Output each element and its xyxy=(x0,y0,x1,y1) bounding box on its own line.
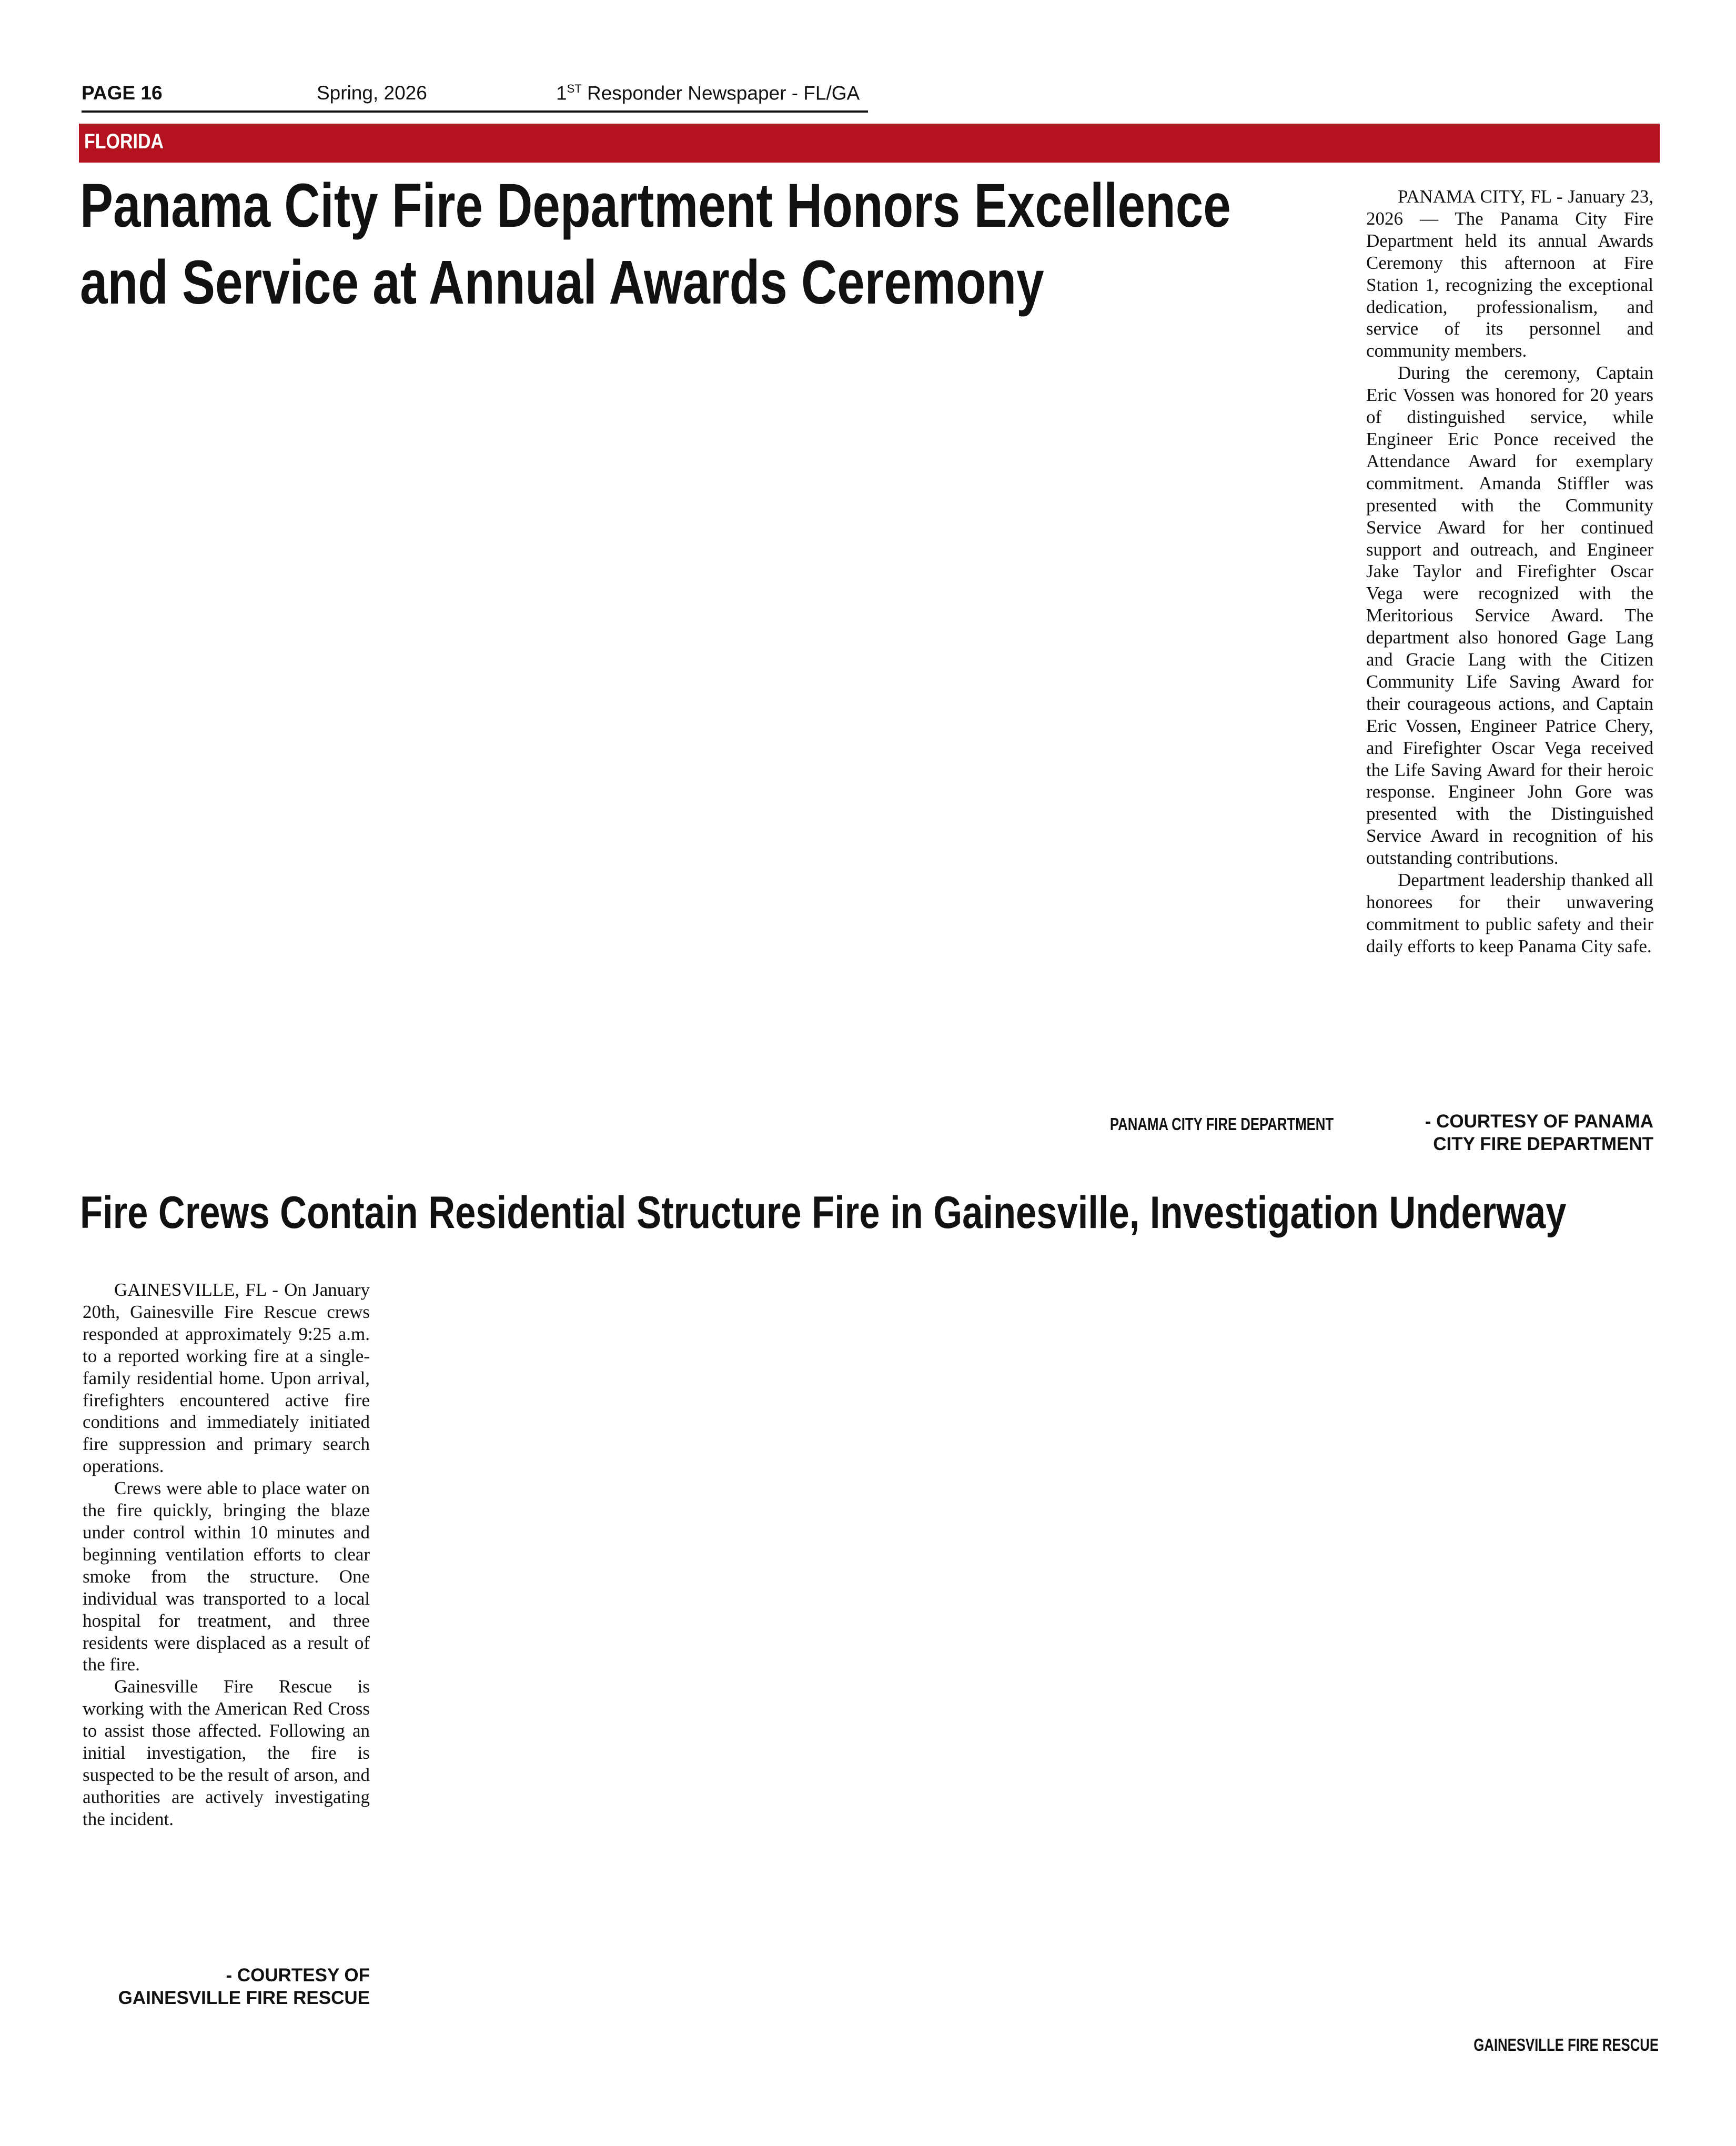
running-head xyxy=(82,79,868,113)
article1-paragraph: During the ceremony, Captain Eric Vossen was honored for 20 years of distinguished service, while Engineer Eric Ponce received the Attendance Award for exemplary commitment. Amanda Stiffler was presented with the Community Service Award for her continued support and outreach, and Engineer Jake Taylor and Firefighter Oscar Vega were recognized with the Meritorious Service Award. The department also honored Gage Lang and Gracie Lang with the Citizen Community Life Saving Award for their courageous actions, and Captain Eric Vossen, Engineer Patrice Chery, and Firefighter Oscar Vega received the Life Saving Award for their heroic response. Engineer John Gore was presented with the Distinguished Service Award in recognition of his outstanding contributions. xyxy=(1366,362,1653,869)
section-band xyxy=(79,124,1660,163)
article1-body xyxy=(1366,186,1653,958)
article1-headline-line2: and Service at Annual Awards Ceremony xyxy=(80,248,1044,317)
article2-photo-caption: GAINESVILLE FIRE RESCUE xyxy=(1473,2035,1659,2054)
article1-credit-line1: - COURTESY OF PANAMA xyxy=(1425,1111,1653,1132)
article1-headline xyxy=(80,167,1231,321)
article2-paragraph: Crews were able to place water on the fire quickly, bringing the blaze under control within 10 minutes and beginning ventilation efforts to clear smoke from the structure. One individual was transported to a local hospital for treatment, and three residents were displaced as a result of the fire. xyxy=(83,1478,370,1675)
article1-credit xyxy=(1315,1110,1653,1155)
article2-credit xyxy=(53,1964,370,2009)
article2-credit-line2: GAINESVILLE FIRE RESCUE xyxy=(118,1988,370,2008)
article1-photo-caption: PANAMA CITY FIRE DEPARTMENT xyxy=(1109,1114,1334,1134)
page-number: PAGE 16 xyxy=(82,82,163,104)
newspaper-name-superscript: ST xyxy=(567,82,582,95)
section-label: FLORIDA xyxy=(84,130,164,153)
article1-headline-line1: Panama City Fire Department Honors Excellence xyxy=(80,171,1231,240)
article2-paragraph: Gainesville Fire Rescue is working with the American Red Cross to assist those affected. Following an initial investigation, the fire is suspected to be the result of arson, and authorities are actively investigating the incident. xyxy=(83,1676,370,1829)
article1-paragraph: Department leadership thanked all honorees for their unwavering commitment to public safety and their daily efforts to keep Panama City safe. xyxy=(1366,870,1653,956)
newspaper-name-prefix: 1 xyxy=(556,82,567,104)
newspaper-name xyxy=(556,82,860,104)
article1-paragraph: PANAMA CITY, FL - January 23, 2026 — The Panama City Fire Department held its annual Awards Ceremony this afternoon at Fire Station 1, recognizing the exceptional dedication, professionalism, and service of its personnel and community members. xyxy=(1366,186,1653,361)
article2-credit-line1: - COURTESY OF xyxy=(226,1965,370,1986)
edition-date: Spring, 2026 xyxy=(317,82,427,104)
article1-credit-line2: CITY FIRE DEPARTMENT xyxy=(1433,1134,1653,1154)
newspaper-name-rest: Responder Newspaper - FL/GA xyxy=(581,82,860,104)
article2-paragraph: GAINESVILLE, FL - On January 20th, Gainesville Fire Rescue crews responded at approximately 9:25 a.m. to a reported working fire at a single-family residential home. Upon arrival, firefighters encountered active fire conditions and immediately initiated fire suppression and primary search operations. xyxy=(83,1279,370,1477)
article2-body xyxy=(83,1279,370,1830)
article2-headline: Fire Crews Contain Residential Structure Fire in Gainesville, Investigation Underway xyxy=(80,1187,1567,1238)
